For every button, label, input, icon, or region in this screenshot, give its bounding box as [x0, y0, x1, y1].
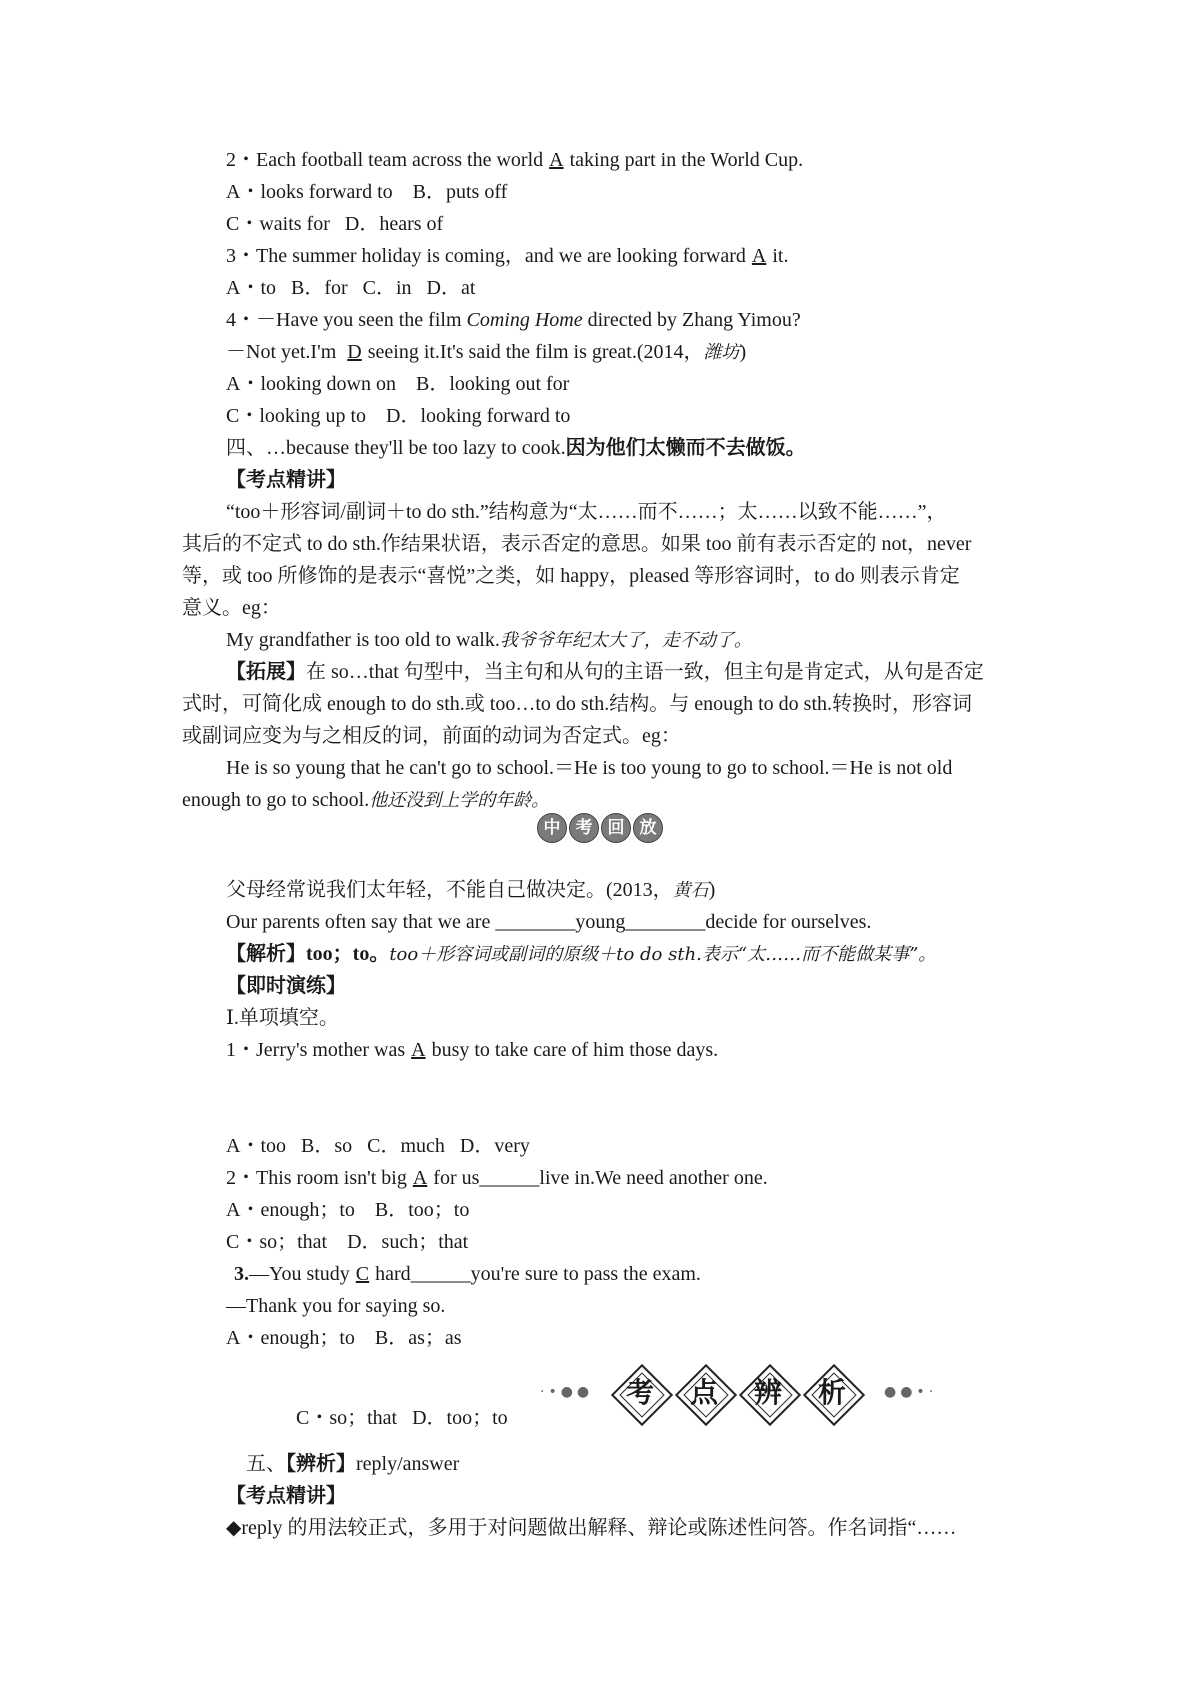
section-4-para-line4: 意义。eg：	[182, 597, 281, 619]
jiexi-answer: too；to。	[306, 943, 390, 965]
practice-q2-a: 2・This room isn't big	[226, 1167, 407, 1189]
review-cn-text: 父母经常说我们太年轻，不能自己做决定。(2013，	[226, 879, 673, 901]
q2-options-2: C・waits for D．hears of	[226, 213, 444, 235]
zhongkao-huifang-badge	[0, 813, 1200, 843]
review-en-a: Our parents often say that we are	[226, 911, 496, 933]
section-5-words: reply/answer	[356, 1453, 460, 1475]
practice-q1-a: 1・Jerry's mother was	[226, 1039, 406, 1061]
section-4-extension-line2: 式时，可简化成 enough to do sth.或 too…to do sth.结构。与 enough to do sth.转换时，形容词	[182, 693, 972, 715]
practice-q2-answer: A	[412, 1167, 428, 1189]
badge-char: 中	[537, 813, 567, 843]
practice-q3-stem	[234, 1260, 701, 1288]
practice-q1-b: busy to take care of him those days.	[431, 1039, 719, 1061]
badge-char: 考	[569, 813, 599, 843]
review-cn-end: )	[708, 879, 716, 901]
q4-film-title: Coming Home	[466, 309, 583, 331]
section-4-example-1	[226, 626, 752, 655]
section-5-heading	[246, 1450, 459, 1478]
practice-subheading: Ⅰ.单项填空。	[226, 1007, 339, 1029]
practice-q3-options-1: A・enough；to B．as；as	[226, 1327, 462, 1349]
section-4-heading	[226, 434, 806, 462]
badge-dots-right: ●●•·	[884, 1384, 938, 1400]
review-en-b: decide for ourselves.	[705, 911, 872, 933]
section-4-heading-en: 四、…because they'll be too lazy to cook.	[226, 437, 566, 459]
q3-stem-b: it.	[772, 245, 789, 267]
practice-q3-reply: —Thank you for saying so.	[226, 1295, 446, 1317]
extension-text-1: 在 so…that 句型中，当主句和从句的主语一致，但主句是肯定式，从句是否定	[306, 661, 984, 683]
practice-q3-a: —You study	[249, 1263, 350, 1285]
jiexi-text: too＋形容词或副词的原级＋to do sth.表示“太……而不能做某事”。	[389, 944, 937, 965]
practice-q2-b: for us	[433, 1167, 480, 1189]
practice-q1-stem	[226, 1036, 718, 1064]
badge2-char: 辨	[753, 1376, 782, 1409]
review-en-mid: young	[575, 911, 626, 933]
section-5-line1: ◆reply 的用法较正式，多用于对问题做出解释、辩论或陈述性问答。作名词指“……	[226, 1517, 957, 1539]
practice-q2-stem	[226, 1164, 768, 1192]
example-2-en: enough to go to school.	[182, 789, 370, 811]
q3-answer: A	[751, 245, 767, 267]
q3-stem-a: 3・The summer holiday is coming，and we are looking forward	[226, 245, 746, 267]
q2-stem-a: 2・Each football team across the world	[226, 149, 544, 171]
review-question-en	[226, 908, 871, 936]
badge2-char: 析	[817, 1376, 846, 1409]
example-2-cn: 他还没到上学的年龄。	[369, 790, 550, 811]
section-4-extension-line1	[226, 658, 984, 686]
q4-answer: D	[347, 341, 362, 363]
section-4-para-line2: 其后的不定式 to do sth.作结果状语，表示否定的意思。如果 too 前有表示否定的 not，never	[182, 533, 972, 555]
practice-q3-options-2: C・so；that D．too；to	[296, 1407, 508, 1429]
review-question-cn	[226, 876, 715, 905]
q4-line2-c: )	[739, 341, 747, 363]
section-4-heading-cn: 因为他们太懒而不去做饭。	[565, 437, 806, 459]
example-1-cn: 我爷爷年纪太大了，走不动了。	[499, 630, 752, 651]
badge2-char: 考	[625, 1376, 654, 1409]
review-jiexi	[226, 940, 936, 969]
q4-line2	[226, 338, 746, 367]
badge2-char: 点	[689, 1376, 718, 1409]
q4-options-1: A・looking down on B．looking out for	[226, 373, 570, 395]
badge-char: 回	[601, 813, 631, 843]
badge-char: 放	[633, 813, 663, 843]
q2-stem	[226, 146, 803, 174]
q4-line1	[226, 306, 801, 334]
practice-q1-options: A・too B．so C．much D．very	[226, 1135, 530, 1157]
section-5-kaodian-label: 【考点精讲】	[226, 1485, 346, 1507]
section-5-num: 五、	[246, 1453, 286, 1475]
practice-q1-answer: A	[411, 1039, 426, 1061]
section-4-para-line1: “too＋形容词/副词＋to do sth.”结构意为“太……而不……；太……以致不能……”，	[226, 501, 947, 523]
practice-q3-blank: ______	[410, 1263, 471, 1285]
practice-heading: 【即时演练】	[226, 975, 346, 997]
q4-options-2: C・looking up to D．looking forward to	[226, 405, 571, 427]
q4-line2-a: －Not yet.I'm	[226, 341, 342, 363]
q3-stem	[226, 242, 788, 270]
q2-stem-b: taking part in the World Cup.	[569, 149, 804, 171]
practice-q3-b: hard	[375, 1263, 411, 1285]
review-source: 黄石	[672, 880, 709, 901]
q2-answer: A	[549, 149, 564, 171]
q3-options: A・to B．for C．in D．at	[226, 277, 476, 299]
jiexi-label: 【解析】	[226, 943, 306, 965]
practice-q3-number: 3.	[234, 1263, 249, 1285]
review-blank-2: ________	[625, 911, 706, 933]
badge-dots-left: ·•●●	[540, 1384, 594, 1400]
extension-label: 【拓展】	[226, 661, 306, 683]
practice-q3-c: you're sure to pass the exam.	[470, 1263, 701, 1285]
example-1-en: My grandfather is too old to walk.	[226, 629, 500, 651]
section-4-example-2-line1: He is so young that he can't go to school.＝He is too young to go to school.＝He is not old	[226, 757, 953, 779]
practice-q2-options-2: C・so；that D．such；that	[226, 1231, 469, 1253]
q4-line2-b: seeing it.It's said the film is great.(2014，	[367, 341, 704, 363]
q4-source: 潍坊	[703, 342, 740, 363]
section-4-extension-line3: 或副词应变为与之相反的词，前面的动词为否定式。eg：	[182, 725, 681, 747]
section-4-para-line3: 等，或 too 所修饰的是表示“喜悦”之类，如 happy，pleased 等形容词时，to do 则表示肯定	[182, 565, 960, 587]
q4-line1-b: directed by Zhang Yimou?	[582, 309, 801, 331]
practice-q2-options-1: A・enough；to B．too；to	[226, 1199, 470, 1221]
section-5-label: 【辨析】	[286, 1453, 356, 1475]
kaodian-bianxi-badge	[612, 1360, 872, 1430]
section-4-example-2-line2	[182, 786, 549, 815]
review-blank-1: ________	[495, 911, 576, 933]
practice-q3-answer: C	[355, 1263, 370, 1285]
practice-q2-blank: ______	[479, 1167, 540, 1189]
q4-line1-a: 4・－Have you seen the film	[226, 309, 467, 331]
section-4-kaodian-label: 【考点精讲】	[226, 469, 346, 491]
practice-q2-c: live in.We need another one.	[539, 1167, 768, 1189]
q2-options-1: A・looks forward to B．puts off	[226, 181, 508, 203]
